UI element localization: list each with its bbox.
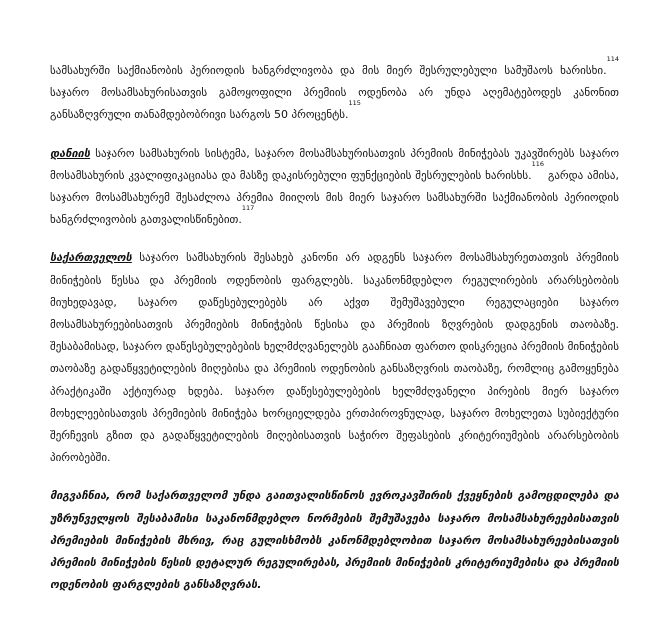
paragraph-georgia [50, 247, 619, 469]
paragraph-bonus-limit [50, 54, 619, 127]
document-page [50, 54, 619, 612]
paragraph-text-continued: საჯარო მოსამსახურისათვის გამოყოფილი პრემიის ოდენობა არ უნდა აღემატებოდეს კანონით განსაზღვრული თანამდებობრივი სარგოს 50 პროცენტს. [50, 86, 619, 122]
footnote-ref-117[interactable]: 117 [241, 203, 255, 212]
footnote-ref-114[interactable]: 114 [606, 54, 619, 63]
lead-term-denmark: დანიის [50, 146, 91, 160]
paragraph-text-continued: გარდა ამისა, საჯარო მოსამსახურემ შესაძლოა პრემია მიიღოს მის მიერ საჯარო სამსახურში საქმიანობის პერიოდის ხანგრძლივობის გათვალისწინებით. [50, 168, 619, 227]
footnote-ref-115[interactable]: 115 [348, 99, 361, 108]
paragraph-conclusion: მიგვაჩნია, რომ საქართველომ უნდა გაითვალისწინოს ევროკავშირის ქვეყნების გამოცდილება და უზრუნველყოს შესაბამისი საკანონმდებლო ნორმების შემუშავება საჯარო მოსამსახურეებისათვის პრემიების მინიჭების მხრივ, რაც გულისხმობს კანონმდებლობით საჯარო მოსამსახურეებისათვის პრემიის მინიჭების წესის დეტალურ რეგულირებას, პრემიის მინიჭების კრიტერიუმებისა და პრემიის ოდენობის ფარგლების განსაზღვრას. [50, 489, 619, 592]
paragraph-text: საჯარო სამსახურის სისტემა, საჯარო მოსამსახურისათვის პრემიის მინიჭებას უკავშირებს საჯარო მოსამსახურის კვალიფიკაციასა და მასზე დაკისრებული ფუნქციების შესრულების ხარისხს. [50, 146, 619, 182]
paragraph-text: სამსახურში საქმიანობის პერიოდის ხანგრძლივობა და მის მიერ შესრულებული სამუშაოს ხარისხი. [50, 64, 607, 77]
paragraph-text: საჯარო სამსახურის შესახებ კანონი არ ადგენს საჯარო მოსამსახურეთათვის პრემიის მინიჭების წესსა და პრემიის ოდენობის ფარგლებს. საკანონმდებლო რეგულირების არარსებობის მიუხედავად, საჯარო დაწესებულებებს არ აქვთ შემუშავებული რეგულაციები საჯარო მოსამსახურეებისათვის პრემიების მინიჭების წესისა და პრემიის ზღვრების დადგენის თაობაზე. შესაბამისად, საჯარო დაწესებულებების ხელმძღვანელებს გააჩნიათ ფართო დისკრეცია პრემიის მინიჭების თაობაზე გადაწყვეტილების მიღებისა და პრემიის ოდენობის განსაზღვრის თაობაზე, რომლიც გამოყენება პრაქტიკაში აქტიურად ხდება. საჯარო დაწესებულებების ხელმძღვანელი პირების მიერ საჯარო მოხელეებისათვის პრემიების მინიჭება ხორციელდება ერთპიროვნულად, საჯარო მოხელეთა სუბიექტური შერჩევის გზით და გადაწყვეტილების მიღებისათვის საჭირო შეფასების კრიტერიუმების არარსებობის პირობებში. [50, 251, 619, 465]
footnote-ref-116[interactable]: 116 [531, 159, 545, 168]
lead-term-georgia: საქართველოს [50, 251, 132, 265]
paragraph-denmark [50, 143, 619, 232]
